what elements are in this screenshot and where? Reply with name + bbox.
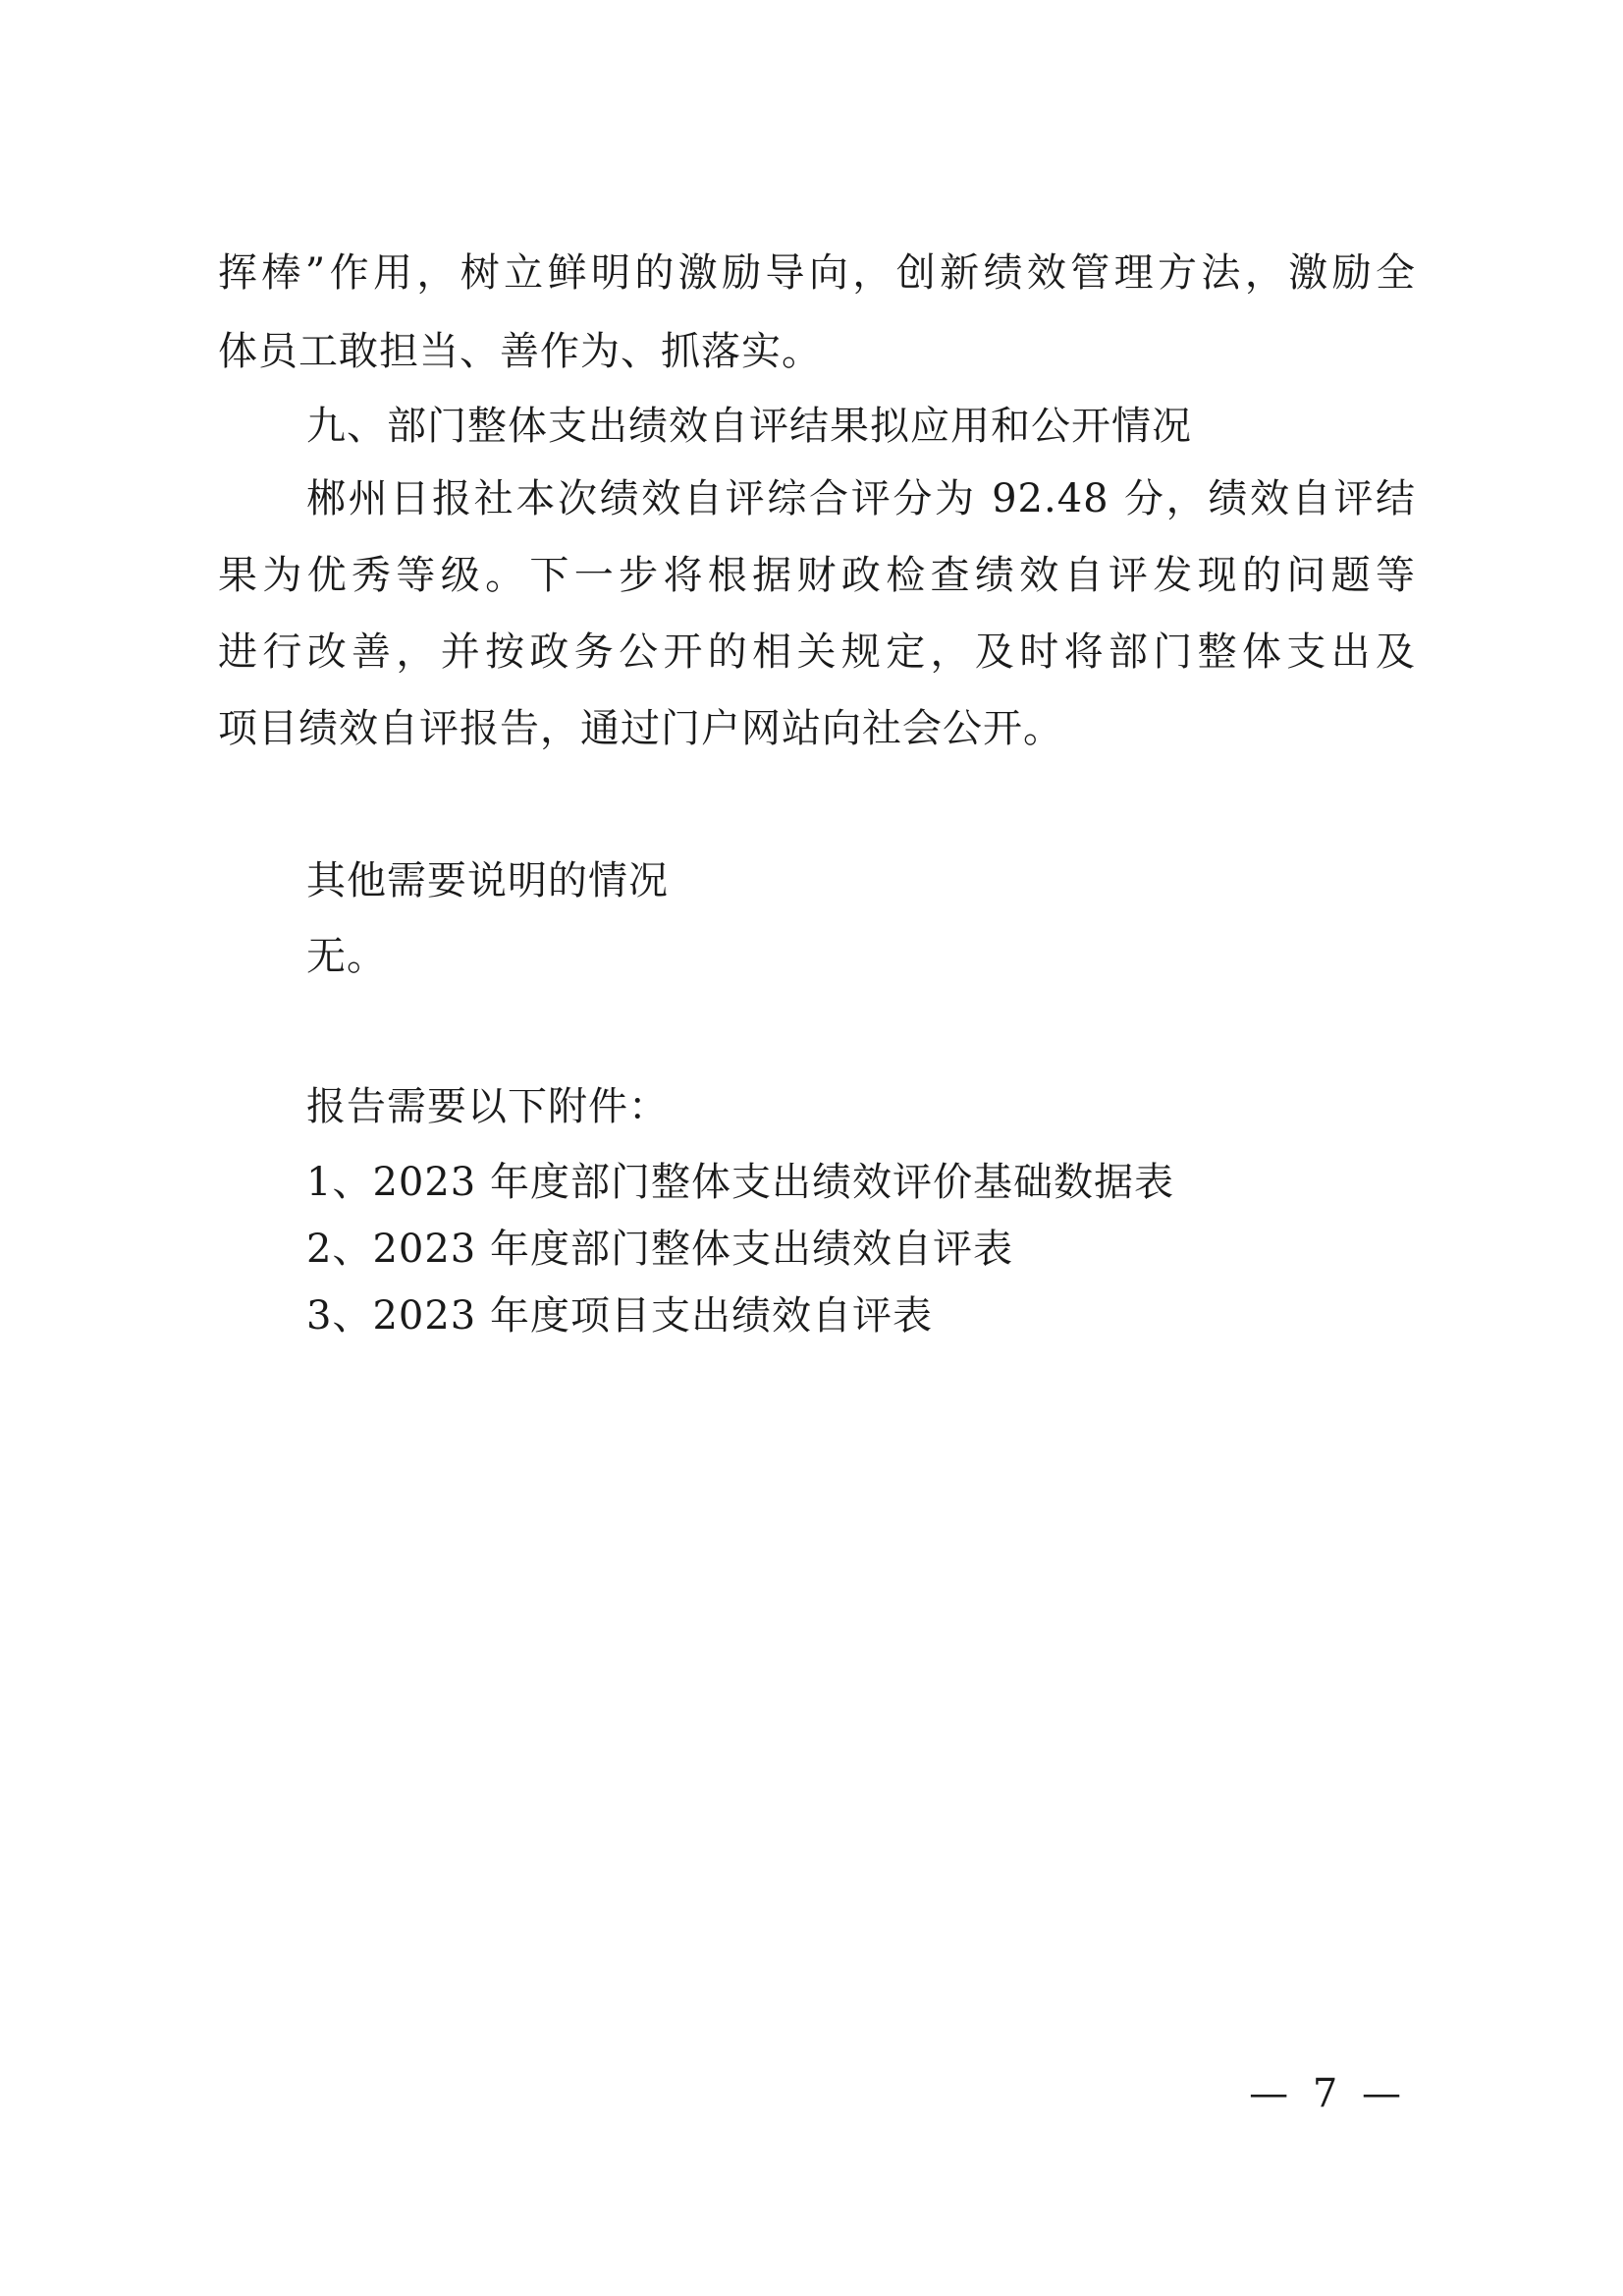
section-9-line-4: 项目绩效自评报告，通过门户网站向社会公开。 [218, 706, 1063, 751]
section-9-line-1: 郴州日报社本次绩效自评综合评分为 92.48 分，绩效自评结 [306, 476, 1416, 521]
section-9-line-3: 进行改善，并按政务公开的相关规定，及时将部门整体支出及 [218, 629, 1416, 675]
attachment-item-2: 2、2023 年度部门整体支出绩效自评表 [306, 1227, 1013, 1272]
other-info-body: 无。 [306, 934, 387, 979]
attachment-item-1: 1、2023 年度部门整体支出绩效评价基础数据表 [306, 1160, 1174, 1205]
section-9-heading: 九、部门整体支出绩效自评结果拟应用和公开情况 [306, 404, 1192, 449]
continuation-line-2: 体员工敢担当、善作为、抓落实。 [218, 329, 822, 374]
other-info-heading: 其他需要说明的情况 [306, 858, 669, 903]
continuation-line-1: 挥棒”作用，树立鲜明的激励导向，创新绩效管理方法，激励全 [218, 250, 1416, 296]
section-9-line-2: 果为优秀等级。下一步将根据财政检查绩效自评发现的问题等 [218, 553, 1416, 598]
page-number: — 7 — [1249, 2071, 1407, 2116]
attachments-intro: 报告需要以下附件： [306, 1084, 669, 1129]
attachment-item-3: 3、2023 年度项目支出绩效自评表 [306, 1293, 933, 1339]
